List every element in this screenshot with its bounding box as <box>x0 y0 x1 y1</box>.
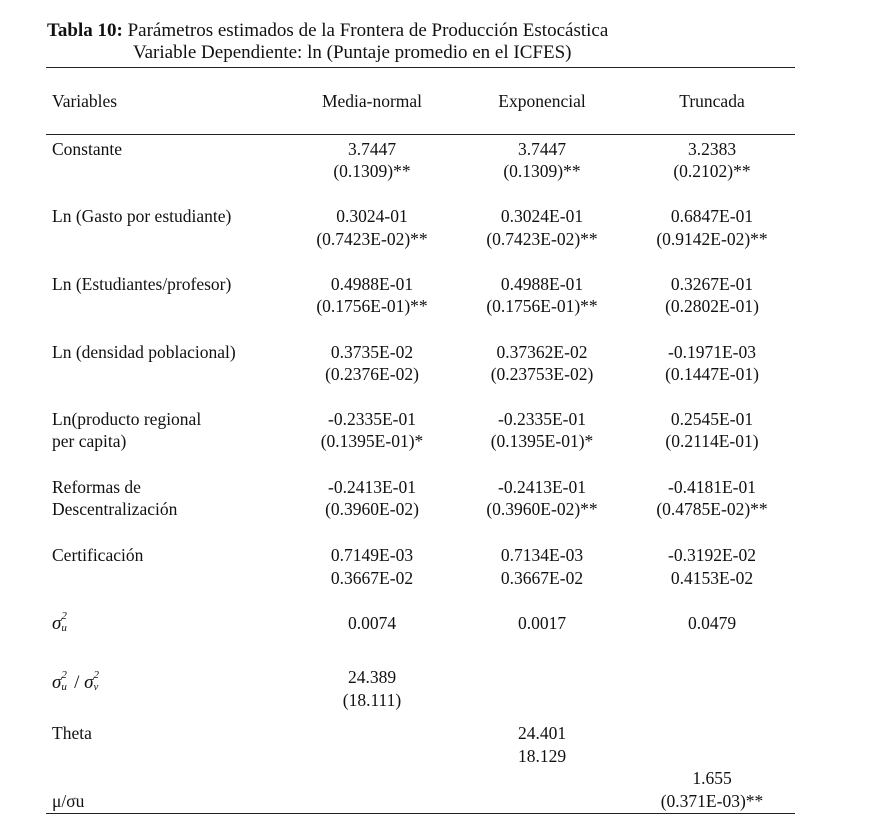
cell-estimate: 0.7149E-03 <box>330 545 414 565</box>
row-label: Ln(producto regional <box>52 409 202 429</box>
cell-se: (0.4785E-02)** <box>656 499 768 519</box>
cell-se: (0.3960E-02)** <box>486 499 598 519</box>
cell-estimate: 0.0479 <box>687 613 737 633</box>
cell-se: (0.2802E-01) <box>665 296 759 316</box>
header-rule <box>46 134 795 135</box>
row-label: Constante <box>52 139 122 159</box>
cell-se: (0.1309)** <box>333 161 411 181</box>
cell-estimate: 0.7134E-03 <box>500 545 584 565</box>
cell-estimate: 1.655 <box>692 768 732 788</box>
header-exponencial: Exponencial <box>498 91 586 111</box>
cell-estimate: 0.2545E-01 <box>670 409 754 429</box>
cell-se: (0.3960E-02) <box>325 499 419 519</box>
theta-label: Theta <box>52 723 92 743</box>
cell-se: (18.111) <box>342 690 402 710</box>
row-label: Ln (densidad poblacional) <box>52 342 236 362</box>
cell-estimate: 0.3267E-01 <box>670 274 754 294</box>
cell-estimate: -0.2413E-01 <box>498 477 586 497</box>
cell-estimate: 0.4988E-01 <box>500 274 584 294</box>
cell-se: (0.9142E-02)** <box>656 229 768 249</box>
row-label-cont: Descentralización <box>52 499 178 519</box>
sigma-ratio-label: σ 2 u / σ 2 v <box>52 669 100 693</box>
cell-se: 0.3667E-02 <box>500 568 584 588</box>
title-line1: Parámetros estimados de la Frontera de Producción Estocástica <box>127 20 609 41</box>
cell-estimate: 0.4988E-01 <box>330 274 414 294</box>
cell-estimate: 0.0017 <box>517 613 567 633</box>
cell-estimate: -0.2335E-01 <box>328 409 416 429</box>
cell-estimate: 24.401 <box>517 723 567 743</box>
table-title <box>47 20 608 64</box>
cell-estimate: 0.0074 <box>347 613 397 633</box>
cell-estimate: -0.2335E-01 <box>498 409 586 429</box>
row-label: Ln (Gasto por estudiante) <box>52 206 232 226</box>
cell-estimate: 0.3735E-02 <box>330 342 414 362</box>
cell-se: (0.1756E-01)** <box>316 296 428 316</box>
mu-label: μ/σu <box>52 791 85 811</box>
cell-estimate: 0.6847E-01 <box>670 206 754 226</box>
cell-se: (0.1447E-01) <box>665 364 759 384</box>
cell-estimate: -0.3192E-02 <box>668 545 756 565</box>
cell-estimate: 24.389 <box>347 667 397 687</box>
cell-estimate: 3.7447 <box>517 139 567 159</box>
cell-se: 0.4153E-02 <box>670 568 754 588</box>
cell-se: (0.1395E-01)* <box>320 431 424 451</box>
cell-estimate: 0.3024E-01 <box>500 206 584 226</box>
bottom-rule <box>46 813 795 814</box>
cell-se: (0.1309)** <box>503 161 581 181</box>
header-variables: Variables <box>52 91 118 111</box>
cell-se: (0.1756E-01)** <box>486 296 598 316</box>
cell-se: (0.23753E-02) <box>490 364 594 384</box>
cell-estimate: -0.1971E-03 <box>668 342 756 362</box>
header-truncada: Truncada <box>679 91 745 111</box>
top-rule <box>46 67 795 68</box>
header-media-normal: Media-normal <box>321 91 423 111</box>
row-label: Certificación <box>52 545 144 565</box>
cell-se: (0.7423E-02)** <box>486 229 598 249</box>
cell-estimate: 3.2383 <box>687 139 737 159</box>
row-label-cont: per capita) <box>52 431 127 451</box>
row-label: Reformas de <box>52 477 141 497</box>
cell-se: 18.129 <box>517 746 567 766</box>
cell-estimate: -0.2413E-01 <box>328 477 416 497</box>
cell-se: 0.3667E-02 <box>330 568 414 588</box>
table-label: Tabla 10: <box>47 20 123 41</box>
cell-se: (0.2102)** <box>673 161 751 181</box>
cell-estimate: 3.7447 <box>347 139 397 159</box>
title-line2: Variable Dependiente: ln (Puntaje promedio en el ICFES) <box>133 42 572 63</box>
cell-se: (0.2114E-01) <box>665 431 759 451</box>
sigma-u-squared-label: σ 2 u <box>52 610 67 634</box>
row-label: Ln (Estudiantes/profesor) <box>52 274 232 294</box>
cell-se: (0.1395E-01)* <box>490 431 594 451</box>
cell-se: (0.7423E-02)** <box>316 229 428 249</box>
cell-estimate: 0.37362E-02 <box>496 342 588 362</box>
cell-estimate: 0.3024-01 <box>336 206 408 226</box>
cell-se: (0.371E-03)** <box>660 791 764 811</box>
cell-se: (0.2376E-02) <box>325 364 419 384</box>
cell-estimate: -0.4181E-01 <box>668 477 756 497</box>
